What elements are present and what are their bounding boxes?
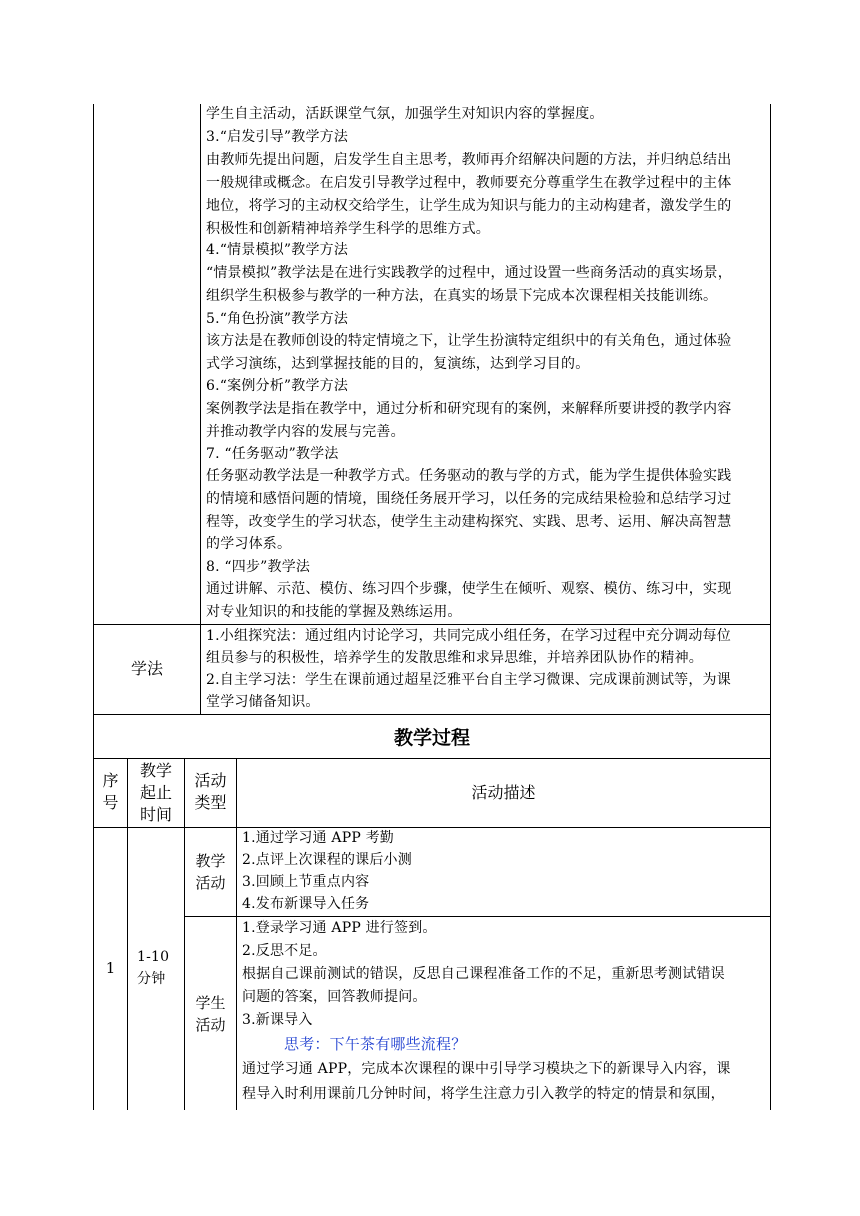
header-desc: 活动描述: [471, 783, 536, 802]
learning-line: 组员参与的积极性，培养学生的发散思维和求异思维，并培养团队协作的精神。: [206, 650, 703, 666]
methods-line: 程等，改变学生的学习状态，使学生主动建构探究、实践、思考、运用、解决高智慧: [206, 514, 732, 530]
teacher-line: 3.回顾上节重点内容: [242, 874, 370, 890]
methods-line: 案例教学法是指在教学中，通过分析和研究现有的案例，来解释所要讲授的教学内容: [206, 401, 732, 417]
border-v-type: [236, 758, 237, 1110]
methods-line: 一般规律或概念。在启发引导教学过程中，教师要充分尊重学生在教学过程中的主体: [206, 175, 732, 191]
student-activity-type: [185, 992, 236, 1036]
methods-line: 通过讲解、示范、模仿、练习四个步骤，使学生在倾听、观察、模仿、练习中，实现: [206, 581, 732, 597]
methods-line: 3.“启发引导”教学方法: [206, 129, 349, 145]
methods-line: 6.“案例分析”教学方法: [206, 378, 349, 394]
header-type-line: 类型: [194, 793, 227, 812]
border-h-4: [93, 827, 771, 828]
teacher-activity-type: [185, 850, 236, 894]
row-time: [137, 946, 169, 990]
student-type-line: 学生: [195, 994, 226, 1012]
student-line: 通过学习通 APP，完成本次课程的课中引导学习模块之下的新课导入内容，课: [242, 1061, 731, 1077]
learning-label: 学法: [130, 659, 163, 678]
methods-line: 任务驱动教学法是一种教学方式。任务驱动的教与学的方式，能为学生提供体验实践: [206, 468, 732, 484]
teacher-line: 2.点评上次课程的课后小测: [242, 852, 412, 868]
methods-line: 地位，将学习的主动权交给学生，让学生成为知识与能力的主动构建者，激发学生的: [206, 198, 732, 214]
header-type: [185, 770, 236, 814]
learning-line: 1.小组探究法：通过组内讨论学习，共同完成小组任务，在学习过程中充分调动每位: [206, 628, 731, 644]
methods-line: 组织学生积极参与教学的一种方法，在真实的场景下完成本次课程相关技能训练。: [206, 288, 718, 304]
header-no-line: 序: [102, 771, 119, 790]
methods-line: 积极性和创新精神培养学生科学的思维方式。: [206, 221, 490, 237]
teacher-type-line: 活动: [195, 874, 226, 892]
student-line: 问题的答案，回答教师提问。: [242, 989, 427, 1005]
methods-line: 学生自主活动，活跃课堂气氛，加强学生对知识内容的掌握度。: [206, 106, 604, 122]
methods-line: 的情境和感悟问题的情境，围绕任务展开学习，以任务的完成结果检验和总结学习过: [206, 491, 732, 507]
student-line: 3.新课导入: [242, 1012, 313, 1028]
methods-line: 对专业知识的和技能的掌握及熟练运用。: [206, 604, 462, 620]
row-time-line: 分钟: [137, 971, 166, 987]
border-h-2: [93, 714, 771, 715]
methods-line: 该方法是在教师创设的特定情境之下，让学生扮演特定组织中的有关角色，通过体验: [206, 333, 732, 349]
row-time-line: 1-10: [137, 949, 170, 965]
header-time-line: 时间: [139, 805, 172, 824]
student-type-line: 活动: [195, 1016, 226, 1034]
methods-line: 8. “四步”教学法: [206, 559, 311, 575]
student-line: 程导入时利用课前几分钟时间，将学生注意力引入教学的特定的情景和氛围，: [242, 1086, 725, 1102]
header-no: [94, 770, 127, 814]
methods-line: “情景模拟”教学法是在进行实践教学的过程中，通过设置一些商务活动的真实场景，: [206, 265, 732, 281]
header-type-line: 活动: [194, 771, 227, 790]
methods-line: 式学习演练，达到掌握技能的目的，复演练，达到学习目的。: [206, 356, 590, 372]
student-line: 根据自己课前测试的错误，反思自己课程准备工作的不足，重新思考测试错误: [242, 966, 725, 982]
teacher-type-line: 教学: [195, 852, 226, 870]
header-time-line: 教学: [139, 761, 172, 780]
learning-line: 堂学习储备知识。: [206, 694, 320, 710]
process-title: 教学过程: [393, 727, 470, 749]
methods-line: 4.“情景模拟”教学方法: [206, 242, 349, 258]
header-time: [128, 760, 184, 826]
border-right: [770, 104, 771, 1110]
border-h-3: [93, 758, 771, 759]
learning-line: 2.自主学习法：学生在课前通过超星泛雅平台自主学习微课、完成课前测试等，为课: [206, 672, 731, 688]
methods-line: 7. “任务驱动”教学法: [206, 446, 339, 462]
methods-line: 由教师先提出问题，启发学生自主思考，教师再介绍解决问题的方法，并归纳总结出: [206, 152, 732, 168]
teacher-line: 1.通过学习通 APP 考勤: [242, 830, 395, 846]
methods-line: 的学习体系。: [206, 536, 292, 552]
methods-line: 5.“角色扮演”教学方法: [206, 311, 349, 327]
border-split-top: [200, 104, 201, 714]
student-line: 1.登录学习通 APP 进行签到。: [242, 920, 437, 936]
row-no: 1: [105, 959, 116, 977]
teacher-line: 4.发布新课导入任务: [242, 896, 370, 912]
methods-line: 并推动教学内容的发展与完善。: [206, 424, 405, 440]
header-time-line: 起止: [139, 783, 172, 802]
student-line: 2.反思不足。: [242, 943, 327, 959]
think-question: 思考：下午茶有哪些流程？: [284, 1035, 467, 1053]
header-no-line: 号: [102, 793, 119, 812]
